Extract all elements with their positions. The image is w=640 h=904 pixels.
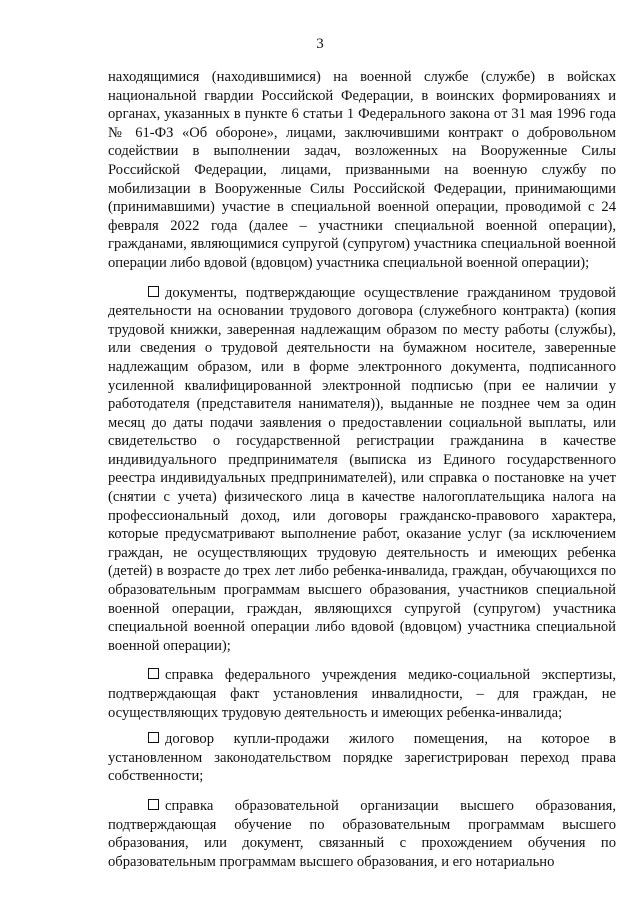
list-item-text: справка федерального учреждения медико-социальной экспертизы, подтверждающая факт установления инвалидности, – для граждан, не осуществляющих трудовую деятельность и имеющих ребенка-инвалида; (108, 667, 616, 721)
list-item-text: справка образовательной организации высшего образования, подтверждающая обучение по образовательным программам высшего образования, или документ, связанный с прохождением обучения по образовательным программам высшего образования, и его нотариально (108, 797, 616, 870)
list-item-education-certificate (108, 797, 616, 871)
document-body (108, 68, 616, 871)
list-item-disability-certificate (108, 666, 616, 722)
page-number: 3 (316, 36, 324, 52)
list-item-text: документы, подтверждающие осуществление гражданином трудовой деятельности на основании трудового договора (служебного контракта) (копия трудовой книжки, заверенная надлежащим образом по месту работы (службы), или сведения о трудовой деятельности на бумажном носителе, заверенные надлежащим образом, или в форме электронного документа, подписанного усиленной квалифицированной электронной подписью (при ее наличии у работодателя (представителя нанимателя)), выданные не позднее чем за один месяц до даты подачи заявления о предоставлении социальной выплаты, или свидетельство о государственной регистрации гражданина в качестве индивидуального предпринимателя (выписка из Единого государственного реестра индивидуальных предпринимателей), или справка о постановке на учет (снятии с учета) физического лица в качестве налогоплательщика налога на профессиональный доход, или договоры гражданско-правового характера, которые предусматривают выполнение работ, оказание услуг (за исключением граждан, не осуществляющих трудовую деятельность и имеющих ребенка (детей) в возрасте до трех лет либо ребенка-инвалида, граждан, обучающихся по образовательным программам высшего образования, участников специальной военной операции, граждан, являющихся супругой (супругом) участника специальной военной операции либо вдовой (вдовцом) участника специальной военной операции); (108, 284, 616, 654)
list-item-text: договор купли-продажи жилого помещения, на которое в установленном законодательством порядке зарегистрирован переход права собственности; (108, 731, 616, 785)
checkbox-icon (148, 799, 159, 810)
checkbox-icon (148, 286, 159, 297)
checkbox-icon (148, 732, 159, 743)
list-item-employment-documents (108, 284, 616, 656)
checkbox-icon (148, 668, 159, 679)
paragraph-continuation: находящимися (находившимися) на военной службе (службе) в войсках национальной гвардии Российской Федерации, в воинских формированиях и органах, указанных в пункте 6 статьи 1 Федерального закона от 31 мая 1996 года № 61-ФЗ «Об обороне», лицами, заключившими контракт о добровольном содействии в выполнении задач, возложенных на Вооруженные Силы Российской Федерации, лицами, призванными на военную службу по мобилизации в Вооруженные Силы Российской Федерации, принимающими (принимавшими) участие в специальной военной операции, проводимой с 24 февраля 2022 года (далее – участники специальной военной операции), гражданами, являющимися супругой (супругом) участника специальной военной операции либо вдовой (вдовцом) участника специальной военной операции); (108, 69, 616, 271)
list-item-purchase-contract (108, 730, 616, 786)
